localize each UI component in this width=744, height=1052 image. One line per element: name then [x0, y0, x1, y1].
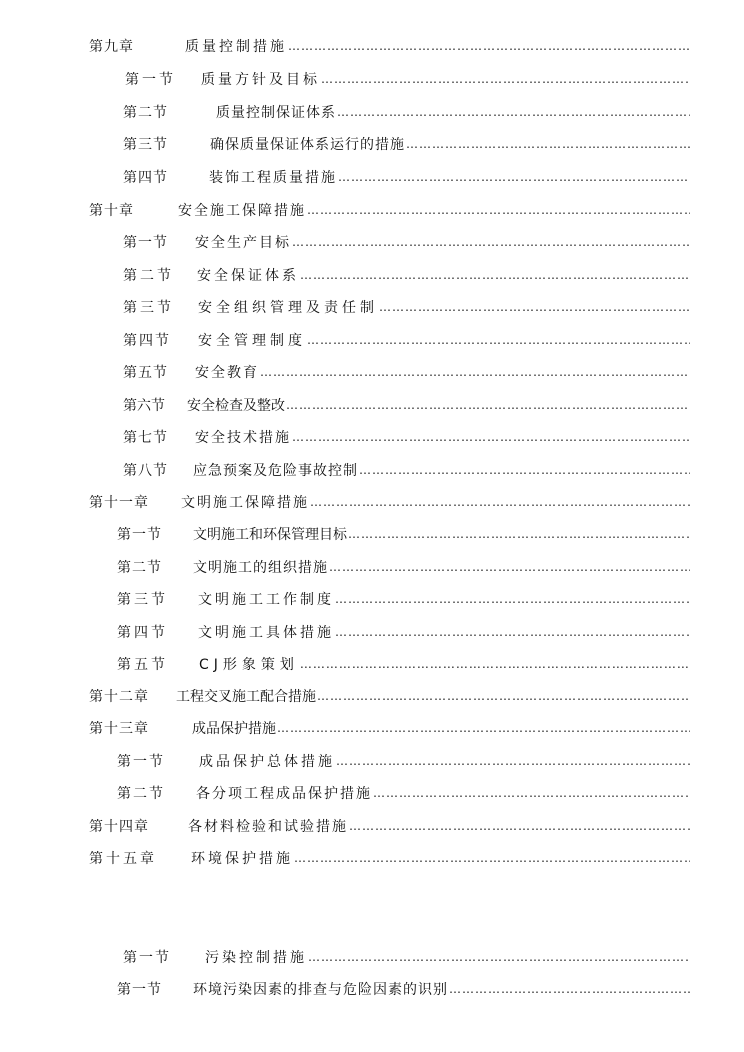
dot-leader [334, 625, 690, 639]
toc-entry-title: 各分项工程成品保护措施 [196, 786, 372, 802]
dot-leader [259, 365, 690, 379]
toc-entry-number: 第十章 [89, 203, 134, 219]
toc-entry-title: 安全检查及整改 [187, 398, 285, 414]
toc-entry-number: 第五节 [123, 365, 168, 381]
toc-entry-number: 第二节 [117, 786, 165, 802]
dot-leader [448, 982, 690, 996]
toc-entry-section[interactable] [117, 749, 690, 773]
toc-entry-section[interactable] [123, 230, 690, 254]
toc-entry-section[interactable] [123, 100, 690, 124]
toc-entry-number: 第七节 [123, 430, 168, 446]
toc-entry-section[interactable] [123, 393, 690, 417]
dot-leader [358, 463, 690, 477]
toc-entry-section[interactable] [123, 165, 690, 189]
toc-entry-number: 第四节 [123, 170, 168, 186]
toc-entry-title: 安全生产目标 [195, 235, 291, 251]
dot-leader [336, 105, 690, 119]
toc-entry-section[interactable] [117, 781, 690, 805]
dot-leader [337, 170, 690, 184]
toc-entry-section[interactable] [123, 458, 690, 482]
dot-leader [285, 398, 690, 412]
toc-entry-section[interactable] [117, 555, 690, 579]
toc-entry-title: 质量控制措施 [185, 39, 287, 55]
dot-leader [293, 851, 690, 865]
toc-entry-number: 第一节 [117, 754, 165, 770]
toc-entry-number: 第八节 [123, 463, 168, 479]
toc-entry-section[interactable] [123, 425, 690, 449]
toc-entry-section[interactable] [117, 977, 690, 1001]
toc-entry-number: 第二节 [117, 560, 162, 576]
toc-entry-title: 各材料检验和试验措施 [188, 819, 348, 835]
toc-entry-section[interactable] [123, 360, 690, 384]
dot-leader [299, 268, 690, 282]
dot-leader [328, 560, 690, 574]
dot-leader [287, 39, 690, 53]
toc-entry-chapter-10[interactable] [89, 198, 690, 222]
toc-entry-title: 文明施工保障措施 [181, 495, 309, 511]
toc-entry-title: 装饰工程质量措施 [209, 170, 337, 186]
dot-leader [307, 950, 690, 964]
toc-entry-section[interactable] [117, 587, 690, 611]
toc-entry-section[interactable] [117, 620, 690, 644]
toc-entry-title: 安全技术措施 [195, 430, 291, 446]
toc-entry-chapter-13[interactable] [89, 716, 690, 740]
toc-entry-title: 环境污染因素的排查与危险因素的识别 [193, 982, 448, 998]
toc-entry-chapter-15[interactable] [89, 846, 690, 870]
toc-entry-title: 文明施工具体措施 [198, 625, 334, 641]
toc-entry-section[interactable] [123, 945, 690, 969]
toc-entry-number: 第二节 [123, 105, 168, 121]
dot-leader [306, 333, 690, 347]
dot-leader [291, 430, 690, 444]
toc-entry-number: 第一节 [117, 982, 162, 998]
toc-entry-title: 安全教育 [195, 365, 259, 381]
dot-leader [320, 72, 690, 86]
dot-leader [276, 721, 690, 735]
toc-entry-number: 第十三章 [89, 721, 149, 737]
toc-entry-number: 第四节 [123, 333, 171, 349]
toc-entry-number: 第五节 [117, 657, 168, 673]
toc-entry-section[interactable] [123, 263, 690, 287]
toc-entry-title: 环境保护措施 [191, 851, 293, 867]
toc-entry-number: 第三节 [123, 137, 168, 153]
toc-entry-number: 第一节 [123, 950, 171, 966]
toc-entry-chapter-11[interactable] [89, 490, 690, 514]
toc-entry-number: 第十五章 [89, 851, 157, 867]
toc-entry-title: 应急预案及危险事故控制 [193, 463, 358, 479]
dot-leader [405, 137, 690, 151]
toc-entry-number: 第三节 [123, 300, 174, 316]
toc-entry-chapter-9[interactable] [89, 34, 690, 58]
toc-entry-number: 第十二章 [89, 689, 149, 705]
toc-entry-title: 安全保证体系 [197, 268, 299, 284]
toc-entry-section[interactable] [123, 132, 690, 156]
toc-entry-title: 文明施工和环保管理目标 [193, 527, 347, 543]
dot-leader [299, 657, 690, 671]
toc-entry-number: 第二节 [123, 268, 174, 284]
dot-leader [378, 300, 690, 314]
dot-leader [291, 235, 690, 249]
toc-entry-title: 污染控制措施 [205, 950, 307, 966]
toc-entry-title: 质量控制保证体系 [216, 105, 336, 121]
toc-entry-section[interactable] [117, 522, 690, 546]
toc-entry-section[interactable] [125, 67, 690, 91]
toc-entry-title: CJ形象策划 [199, 657, 299, 673]
toc-entry-chapter-12[interactable] [89, 684, 690, 708]
toc-entry-number: 第四节 [117, 625, 168, 641]
toc-entry-title: 成品保护措施 [192, 721, 276, 737]
toc-entry-number: 第一节 [117, 527, 162, 543]
dot-leader [334, 592, 690, 606]
dot-leader [335, 754, 690, 768]
dot-leader [309, 495, 690, 509]
dot-leader [347, 527, 690, 541]
dot-leader [306, 203, 690, 217]
toc-entry-number: 第十四章 [89, 819, 149, 835]
toc-entry-title: 质量方针及目标 [201, 72, 320, 88]
toc-entry-title: 安全管理制度 [198, 333, 306, 349]
toc-entry-number: 第三节 [117, 592, 168, 608]
toc-entry-section[interactable] [123, 328, 690, 352]
toc-entry-section[interactable] [117, 652, 690, 676]
toc-entry-section[interactable] [123, 295, 690, 319]
toc-entry-title: 确保质量保证体系运行的措施 [210, 137, 405, 153]
toc-entry-title: 安全组织管理及责任制 [198, 300, 378, 316]
toc-entry-title: 文明施工工作制度 [198, 592, 334, 608]
toc-entry-number: 第九章 [89, 39, 134, 55]
dot-leader [372, 786, 690, 800]
toc-entry-title: 安全施工保障措施 [178, 203, 306, 219]
toc-entry-title: 文明施工的组织措施 [193, 560, 328, 576]
toc-entry-chapter-14[interactable] [89, 814, 690, 838]
dot-leader [348, 819, 690, 833]
toc-entry-number: 第一节 [125, 72, 176, 88]
toc-entry-title: 成品保护总体措施 [199, 754, 335, 770]
toc-entry-number: 第六节 [123, 398, 165, 414]
toc-entry-number: 第十一章 [89, 495, 149, 511]
toc-entry-number: 第一节 [123, 235, 168, 251]
dot-leader [316, 689, 690, 703]
toc-entry-title: 工程交叉施工配合措施 [176, 689, 316, 705]
